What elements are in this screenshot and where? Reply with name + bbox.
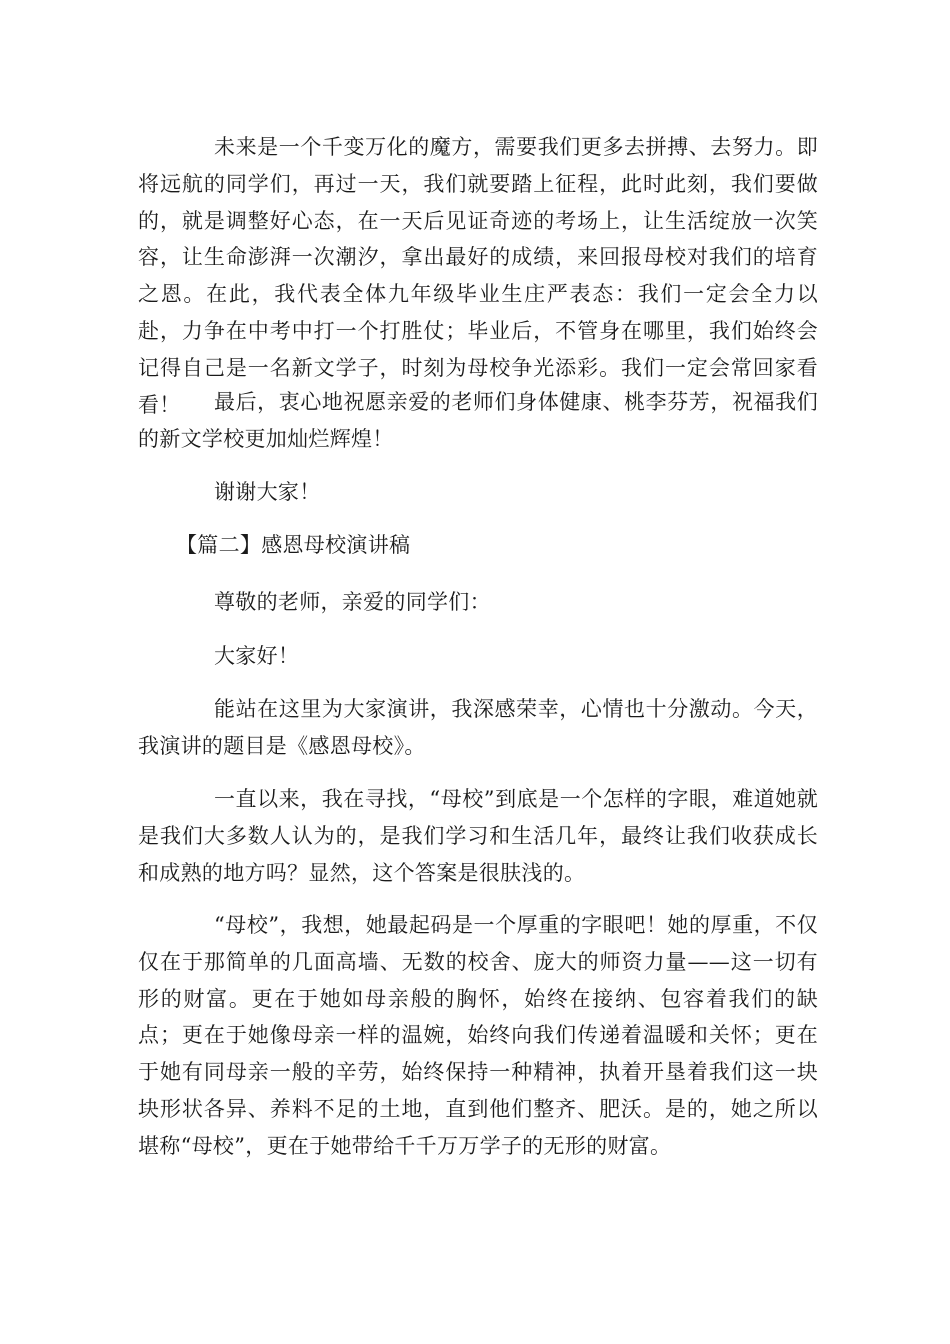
paragraph-alma-mater: “母校”，我想，她最起码是一个厚重的字眼吧！她的厚重，不仅仅在于那简单的几面高墙、无数的校舍、庞大的师资力量——这一切有形的财富。更在于她如母亲般的胸怀，始终在接纳、包容着我们的缺点；更在于她像母亲一样的温婉，始终向我们传递着温暖和关怀；更在于她有同母亲一般的辛劳，始终保持一种精神，执着开垦着我们这一块块形状各异、养料不足的土地，直到他们整齐、肥沃。是的，她之所以堪称“母校”，更在于她带给千千万万学子的无形的财富。 [138,913,818,1158]
section-heading: 【篇二】感恩母校演讲稿 [176,533,411,557]
paragraph-salutation: 尊敬的老师，亲爱的同学们： [214,590,491,614]
paragraph-thanks: 谢谢大家！ [214,480,321,504]
paragraph-greeting: 大家好！ [214,644,300,668]
paragraph-closing-wishes: 最后，衷心地祝愿亲爱的老师们身体健康、桃李芬芳，祝福我们的新文学校更加灿烂辉煌！ [138,390,818,451]
paragraph-future: 未来是一个千变万化的魔方，需要我们更多去拼搏、去努力。即将远航的同学们，再过一天，我们就要踏上征程，此时此刻，我们要做的，就是调整好心态，在一天后见证奇迹的考场上，让生活绽放一次笑容，让生命澎湃一次潮汐，拿出最好的成绩，来回报母校对我们的培育之恩。在此，我代表全体九年级毕业生庄严表态：我们一定会全力以赴，力争在中考中打一个打胜仗；毕业后，不管身在哪里，我们始终会记得自己是一名新文学子，时刻为母校争光添彩。我们一定会常回家看看！ [138,135,818,417]
paragraph-searching: 一直以来，我在寻找，“母校”到底是一个怎样的字眼，难道她就是我们大多数人认为的，是我们学习和生活几年，最终让我们收获成长和成熟的地方吗？显然，这个答案是很肤浅的。 [138,787,818,885]
paragraph-intro: 能站在这里为大家演讲，我深感荣幸，心情也十分激动。今天，我演讲的题目是《感恩母校》。 [138,697,818,758]
